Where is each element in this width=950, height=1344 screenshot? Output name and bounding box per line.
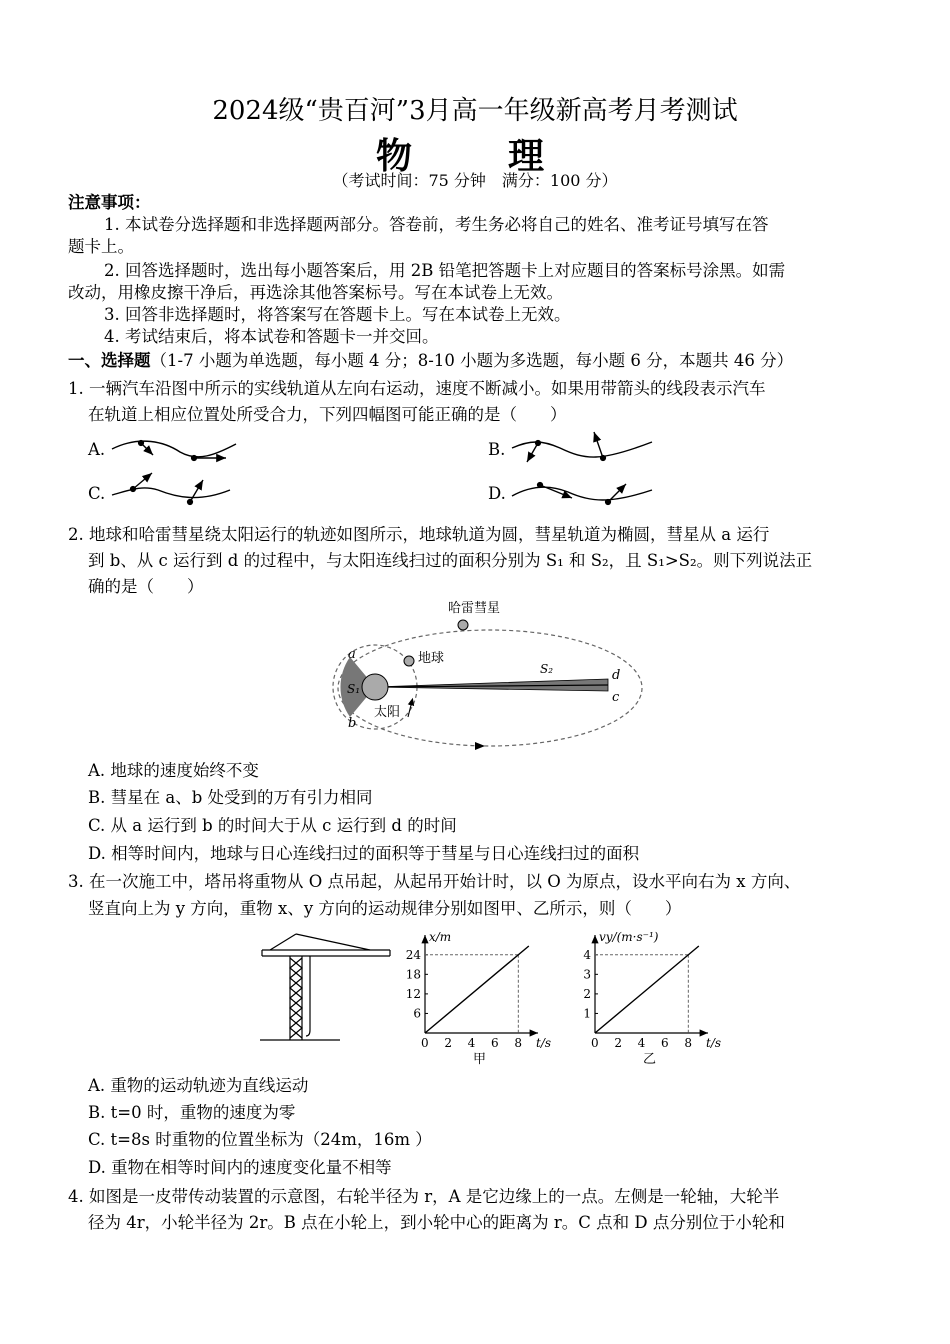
y-tick-label: 18 xyxy=(405,967,421,982)
q2-option-d[interactable]: D. 相等时间内，地球与日心连线扫过的面积等于彗星与日心连线扫过的面积 xyxy=(88,844,640,863)
y-axis-label: vy/(m·s⁻¹) xyxy=(599,930,659,944)
sun-icon xyxy=(362,674,388,700)
x-tick-label: 6 xyxy=(491,1036,499,1050)
note-2b: 改动，用橡皮擦干净后，再选涂其他答案标号。写在本试卷上无效。 xyxy=(68,283,563,302)
x-tick-label: 2 xyxy=(614,1036,622,1050)
q2-orbit-diagram xyxy=(320,595,640,755)
x-tick-label: 8 xyxy=(684,1036,692,1050)
y-tick-label: 12 xyxy=(405,986,421,1001)
q1-diagrams xyxy=(0,0,950,520)
chart-yi xyxy=(575,925,725,1075)
q3-option-d[interactable]: D. 重物在相等时间内的速度变化量不相等 xyxy=(88,1158,392,1177)
q2-option-b[interactable]: B. 彗星在 a、b 处受到的万有引力相同 xyxy=(88,788,373,807)
tower-crane-diagram xyxy=(250,928,400,1048)
x-tick-label: 0 xyxy=(591,1036,599,1050)
x-tick-label: 4 xyxy=(637,1036,646,1050)
q3-line1: 3. 在一次施工中，塔吊将重物从 O 点吊起，从起吊开始计时，以 O 为原点，设水平向右为 x 方向、 xyxy=(68,872,801,891)
x-tick-label: 4 xyxy=(467,1036,476,1050)
q1-diagram-c xyxy=(112,473,230,504)
x-tick-label: 6 xyxy=(661,1036,669,1050)
q4-line1: 4. 如图是一皮带传动装置的示意图，右轮半径为 r，A 是它边缘上的一点。左侧是一轮轴，大轮半 xyxy=(68,1187,780,1206)
q1-diagram-b xyxy=(512,432,652,462)
y-tick-label: 1 xyxy=(583,1006,591,1021)
y-tick-label: 2 xyxy=(583,986,591,1001)
q1-option-b[interactable]: B. xyxy=(488,440,506,459)
exam-title: 2024级“贵百河”3月高一年级新高考月考测试 xyxy=(212,96,738,126)
label-c: c xyxy=(612,690,620,705)
x-axis-label: t/s xyxy=(706,1036,722,1050)
q2-option-a[interactable]: A. 地球的速度始终不变 xyxy=(88,761,259,780)
chart-title: 甲 xyxy=(473,1052,487,1067)
q1-option-d[interactable]: D. xyxy=(488,484,506,503)
section-1-desc: （1-7 小题为单选题，每小题 4 分；8-10 小题为多选题，每小题 6 分，本题共 46 分） xyxy=(150,351,794,370)
q1-line1: 1. 一辆汽车沿图中所示的实线轨道从左向右运动，速度不断减小。如果用带箭头的线段表示汽车 xyxy=(68,379,766,398)
label-comet: 哈雷彗星 xyxy=(448,601,501,616)
label-earth: 地球 xyxy=(418,651,445,666)
q2-line2: 到 b、从 c 运行到 d 的过程中，与太阳连线扫过的面积分别为 S₁ 和 S₂，且 S₁>S₂。则下列说法正 xyxy=(88,551,813,570)
note-3: 3. 回答非选择题时，将答案写在答题卡上。写在本试卷上无效。 xyxy=(104,305,571,324)
q2-line1: 2. 地球和哈雷彗星绕太阳运行的轨迹如图所示，地球轨道为圆，彗星轨道为椭圆，彗星从 a 运行 xyxy=(68,525,770,544)
label-s2: S₂ xyxy=(540,662,554,676)
note-1b: 题卡上。 xyxy=(68,237,134,256)
chart-title: 乙 xyxy=(643,1052,657,1067)
y-tick-label: 4 xyxy=(583,947,591,962)
note-2a: 2. 回答选择题时，选出每小题答案后，用 2B 铅笔把答题卡上对应题目的答案标号涂黑。如需 xyxy=(104,261,786,280)
data-line xyxy=(425,946,529,1033)
y-tick-label: 24 xyxy=(405,947,421,962)
q4-line2: 径为 4r，小轮半径为 2r。B 点在小轮上，到小轮中心的距离为 r。C 点和 D 点分别位于小轮和 xyxy=(88,1213,785,1232)
earth-icon xyxy=(404,656,414,666)
label-sun: 太阳 xyxy=(374,705,401,720)
label-a: a xyxy=(348,647,356,662)
x-tick-label: 2 xyxy=(444,1036,452,1050)
label-d: d xyxy=(612,668,621,683)
q3-option-c[interactable]: C. t=8s 时重物的位置坐标为（24m，16m ） xyxy=(88,1130,432,1149)
label-b: b xyxy=(348,716,357,731)
note-4: 4. 考试结束后，将本试卷和答题卡一并交回。 xyxy=(104,327,439,346)
exam-info: （考试时间：75 分钟 满分：100 分） xyxy=(332,171,618,190)
y-axis-label: x/m xyxy=(429,930,452,944)
y-tick-label: 6 xyxy=(413,1006,421,1021)
q1-diagram-a xyxy=(112,441,236,461)
x-tick-label: 8 xyxy=(514,1036,522,1050)
data-line xyxy=(595,946,699,1033)
chart-jia xyxy=(405,925,555,1075)
q2-line3: 确的是（ ） xyxy=(88,577,204,596)
q3-option-b[interactable]: B. t=0 时，重物的速度为零 xyxy=(88,1103,296,1122)
notes-heading: 注意事项： xyxy=(68,193,151,212)
x-axis-label: t/s xyxy=(536,1036,552,1050)
y-tick-label: 3 xyxy=(583,967,591,982)
q1-option-c[interactable]: C. xyxy=(88,484,106,503)
q1-diagram-d xyxy=(512,483,652,505)
q1-option-a[interactable]: A. xyxy=(88,440,106,459)
x-tick-label: 0 xyxy=(421,1036,429,1050)
q3-line2: 竖直向上为 y 方向，重物 x、y 方向的运动规律分别如图甲、乙所示，则（ ） xyxy=(88,899,682,918)
comet-icon xyxy=(458,620,468,630)
section-1-label: 一、选择题 xyxy=(68,351,151,370)
q1-line2: 在轨道上相应位置处所受合力，下列四幅图可能正确的是（ ） xyxy=(88,405,567,424)
note-1a: 1. 本试卷分选择题和非选择题两部分。答卷前，考生务必将自己的姓名、准考证号填写在答 xyxy=(104,215,769,234)
subject-title: 物 理 xyxy=(375,135,574,177)
q2-option-c[interactable]: C. 从 a 运行到 b 的时间大于从 c 运行到 d 的时间 xyxy=(88,816,457,835)
label-s1: S₁ xyxy=(347,682,361,696)
q3-option-a[interactable]: A. 重物的运动轨迹为直线运动 xyxy=(88,1076,309,1095)
